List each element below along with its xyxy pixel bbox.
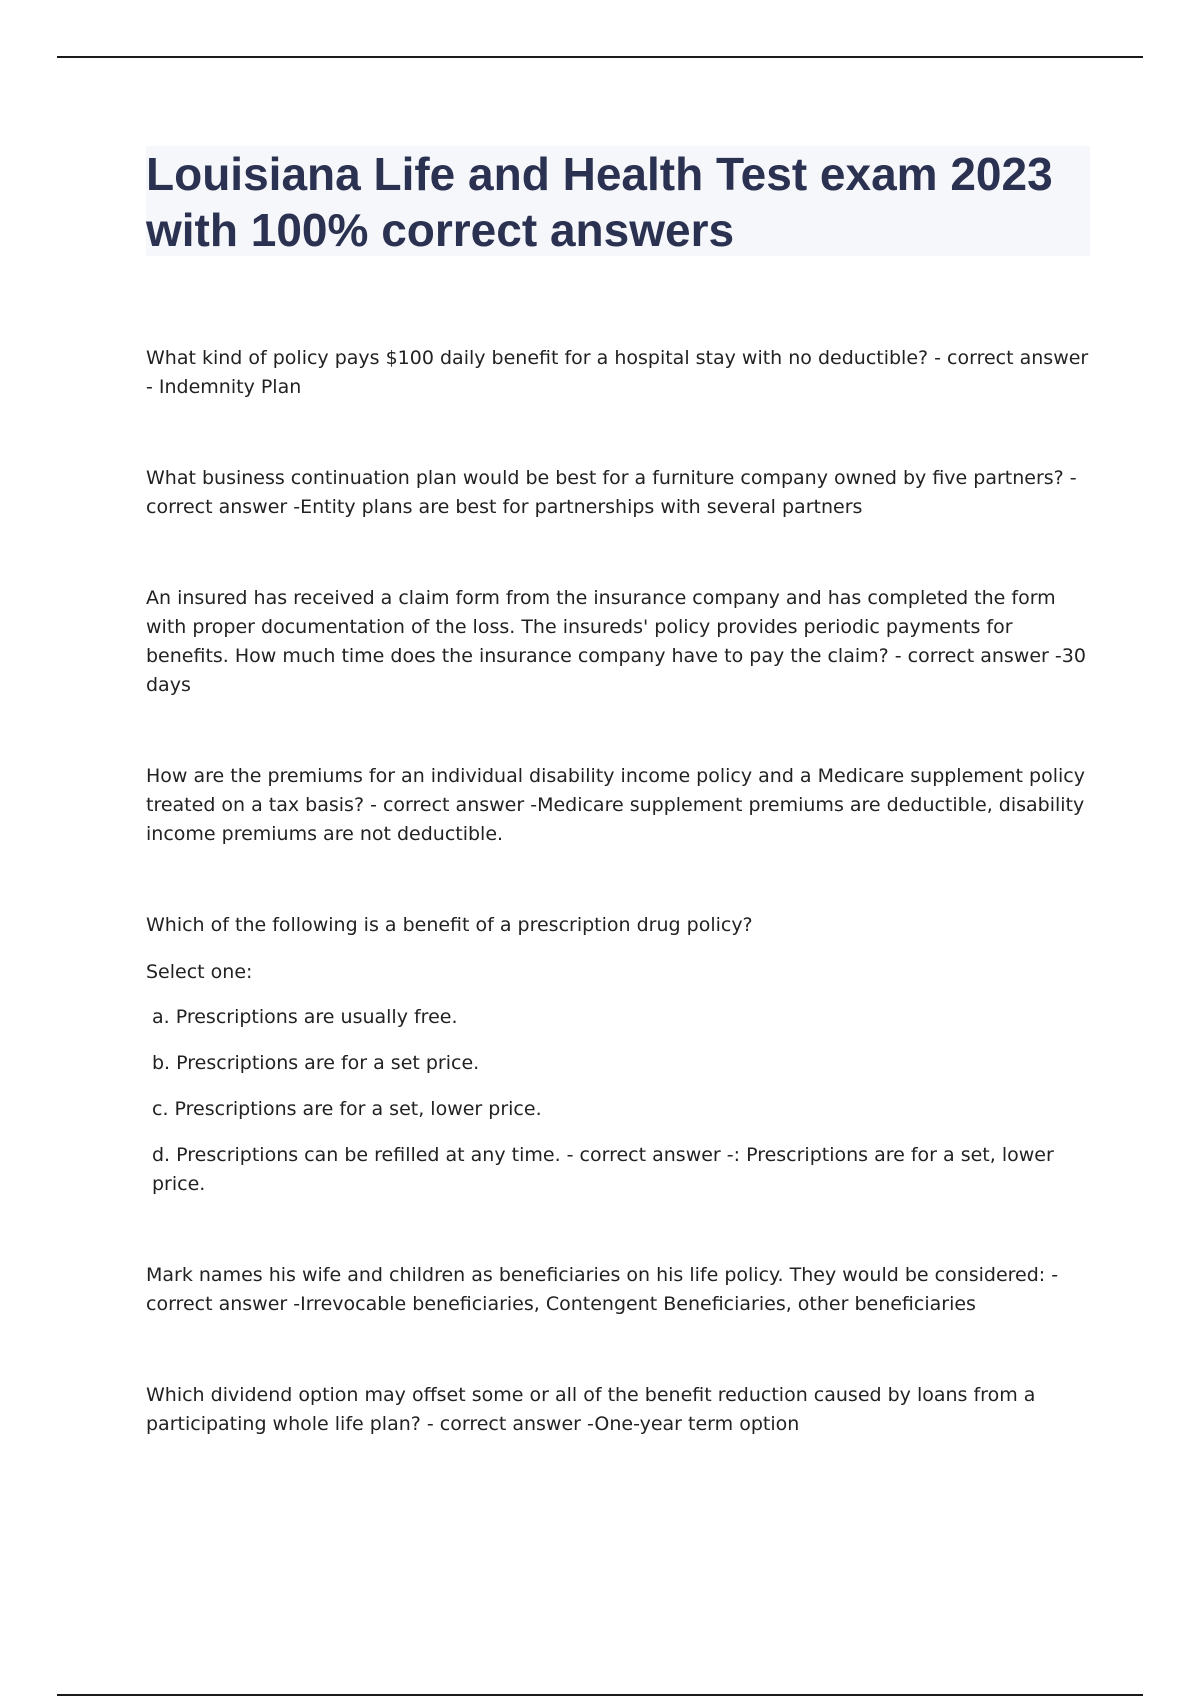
qa-item: What kind of policy pays $100 daily benefit for a hospital stay with no deductible? - correct answer - Indemnity Plan bbox=[146, 347, 1089, 398]
qa-item: How are the premiums for an individual disability income policy and a Medicare supplement policy treated on a tax basis? - correct answer -Medicare supplement premiums are deductible, disability income premiums are not deductible. bbox=[146, 765, 1085, 845]
qa-item: Which dividend option may offset some or all of the benefit reduction caused by loans from a participating whole life plan? - correct answer -One-year term option bbox=[146, 1384, 1036, 1435]
top-divider bbox=[57, 56, 1143, 58]
mc-option-c: c. Prescriptions are for a set, lower price. bbox=[152, 1098, 542, 1120]
mc-question: Which of the following is a benefit of a prescription drug policy? bbox=[146, 914, 753, 936]
bottom-divider bbox=[57, 1694, 1143, 1696]
mc-option-b: b. Prescriptions are for a set price. bbox=[152, 1052, 480, 1074]
qa-item: An insured has received a claim form from the insurance company and has completed the form with proper documentation of the loss. The insureds' policy provides periodic payments for benefits. How much time does the insurance company have to pay the claim? - correct answer -30 days bbox=[146, 587, 1086, 696]
mc-prompt: Select one: bbox=[146, 961, 253, 983]
qa-item: Mark names his wife and children as beneficiaries on his life policy. They would be considered: - correct answer -Irrevocable beneficiaries, Contengent Beneficiaries, other beneficiaries bbox=[146, 1264, 1059, 1315]
document-title: Louisiana Life and Health Test exam 2023 with 100% correct answers bbox=[146, 148, 1053, 256]
mc-option-a: a. Prescriptions are usually free. bbox=[152, 1006, 458, 1028]
mc-option-d: d. Prescriptions can be refilled at any time. - correct answer -: Prescriptions are for a set, lower price. bbox=[152, 1144, 1054, 1195]
qa-item: What business continuation plan would be best for a furniture company owned by five partners? - correct answer -Entity plans are best for partnerships with several partners bbox=[146, 467, 1077, 518]
document-body bbox=[146, 344, 1096, 1501]
title-banner bbox=[146, 146, 1090, 256]
